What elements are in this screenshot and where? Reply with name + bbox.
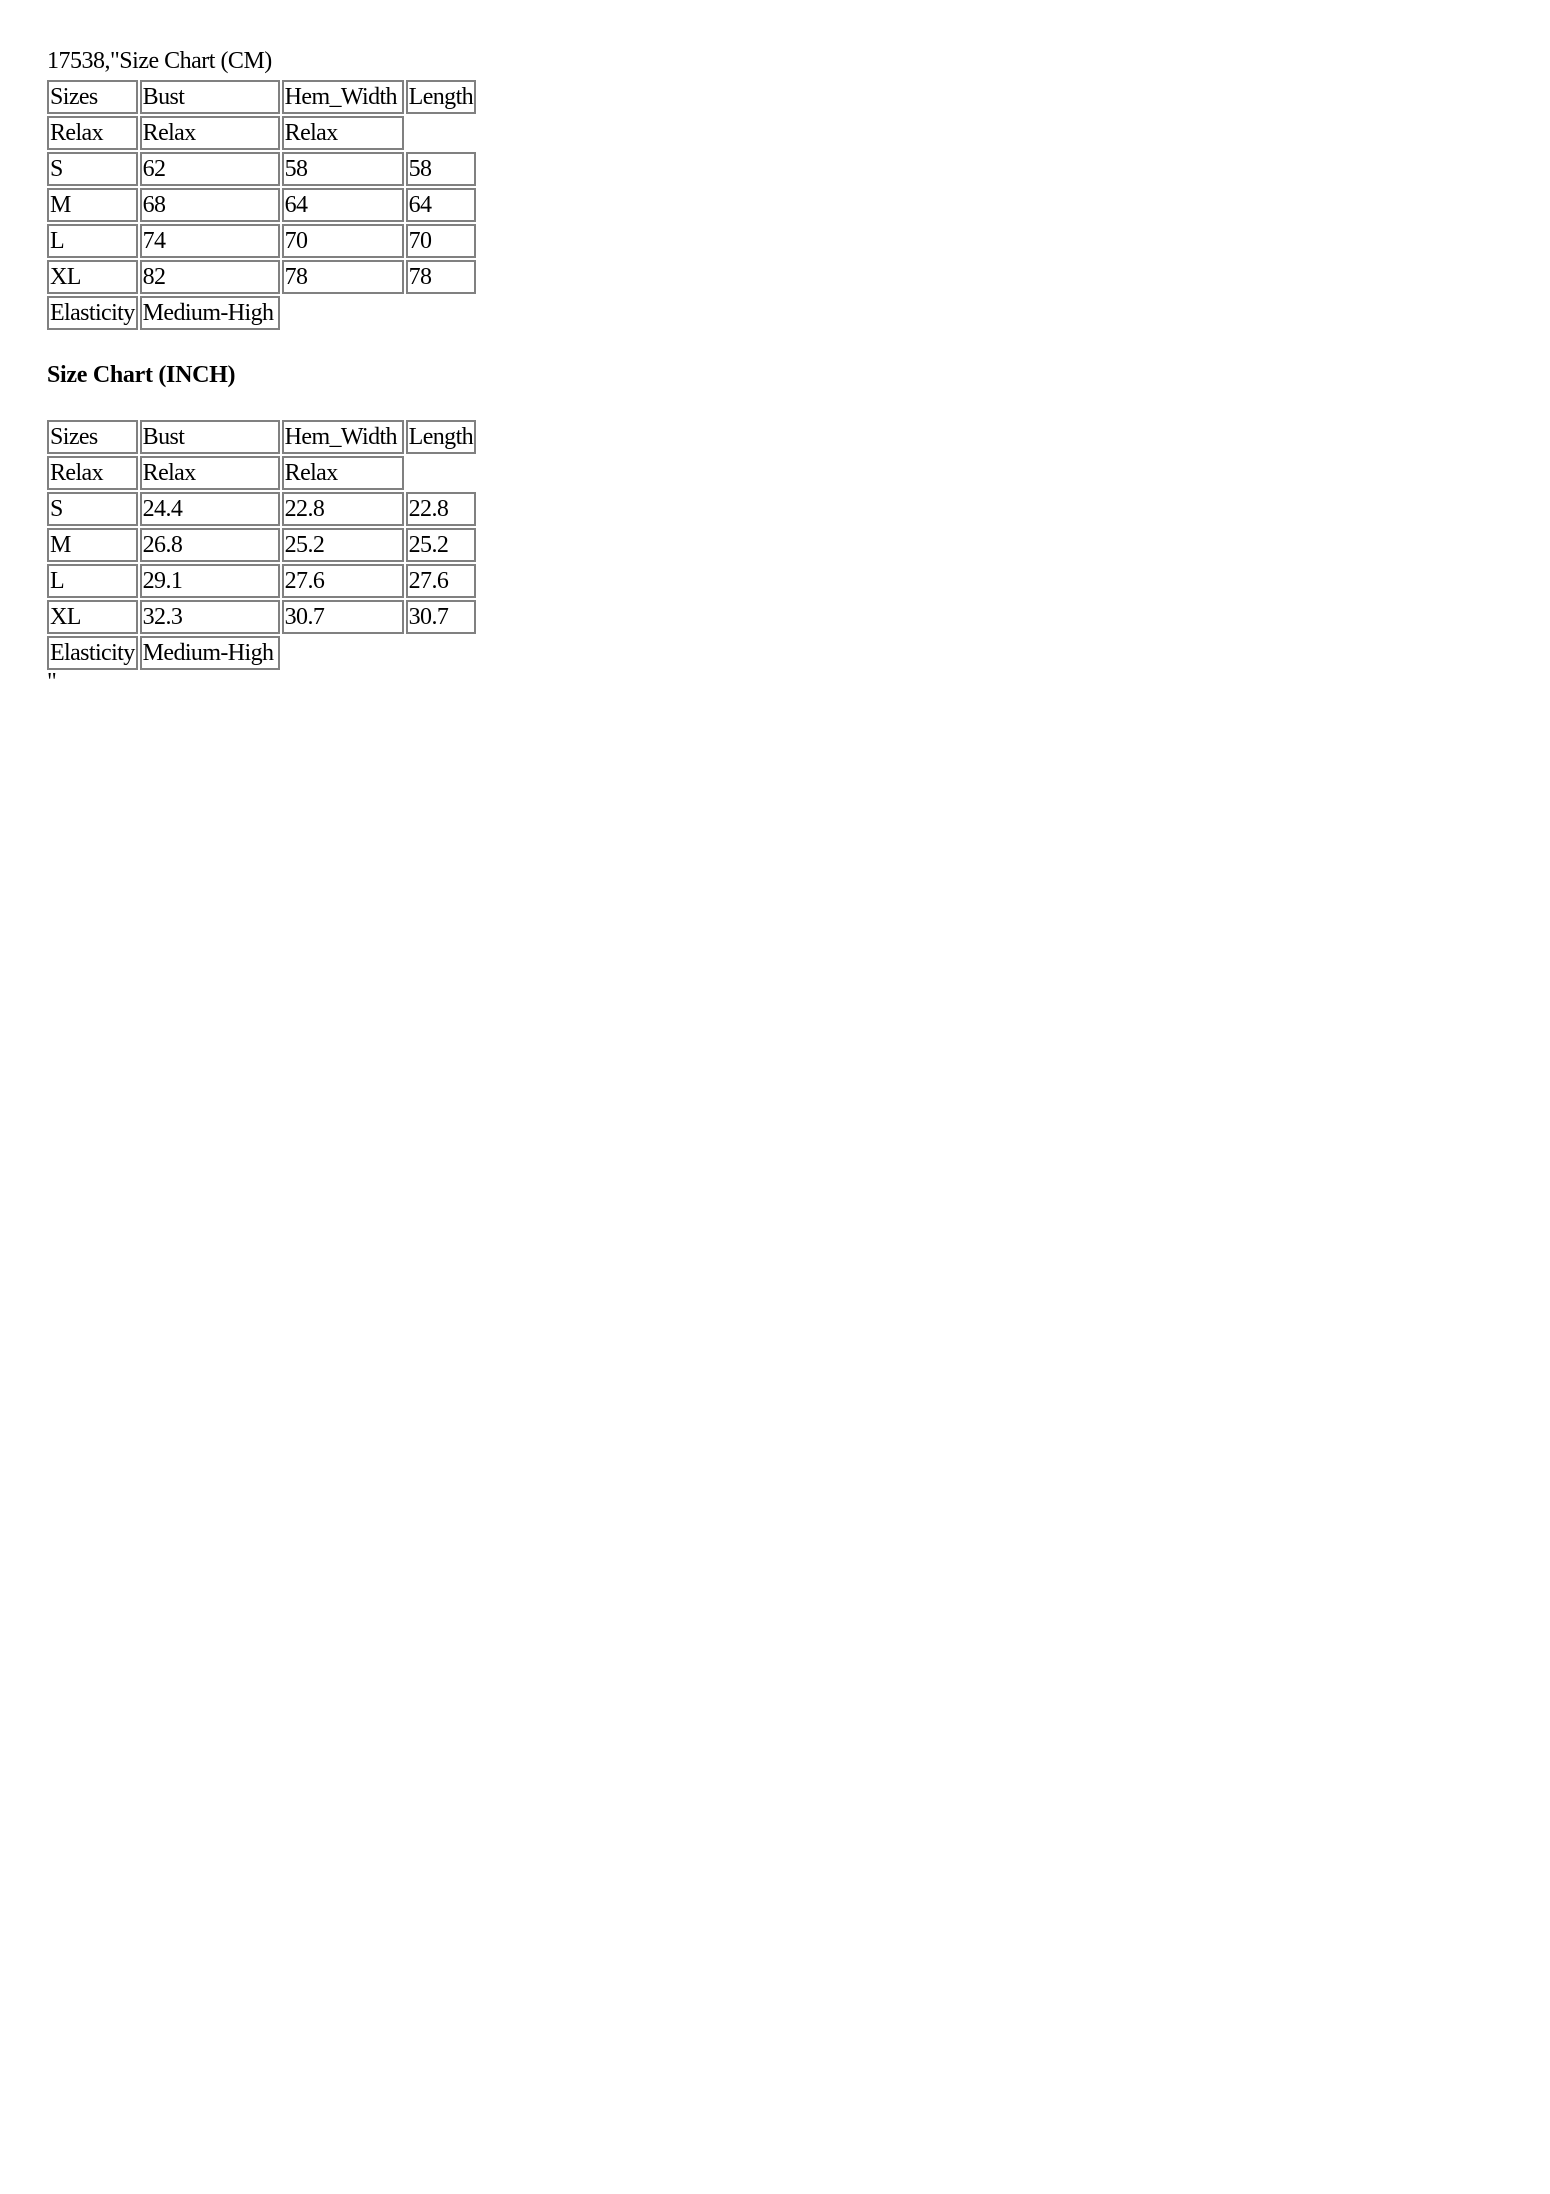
length-cell: 27.6 (406, 564, 476, 598)
inch-chart-heading: Size Chart (INCH) (47, 362, 236, 388)
length-cell: 70 (406, 224, 476, 258)
header-cell-bust: Bust (140, 80, 280, 114)
length-cell: 78 (406, 260, 476, 294)
hem-width-cell: 30.7 (282, 600, 404, 634)
empty-cell (406, 456, 476, 490)
header-cell-length: Length (406, 80, 476, 114)
elasticity-value-cell: Medium-High (140, 296, 280, 330)
elasticity-row (47, 296, 476, 330)
bust-cell: 26.8 (140, 528, 280, 562)
relax-cell-bust: Relax (140, 456, 280, 490)
length-cell: 25.2 (406, 528, 476, 562)
size-cell: L (47, 564, 138, 598)
bust-cell: 24.4 (140, 492, 280, 526)
length-cell: 64 (406, 188, 476, 222)
size-cell: M (47, 528, 138, 562)
elasticity-label-cell: Elasticity (47, 296, 138, 330)
size-cell: L (47, 224, 138, 258)
hem-width-cell: 70 (282, 224, 404, 258)
header-cell-bust: Bust (140, 420, 280, 454)
table-row (47, 528, 476, 562)
size-chart-cm-table (45, 78, 478, 332)
length-cell: 30.7 (406, 600, 476, 634)
header-cell-length: Length (406, 420, 476, 454)
table-row (47, 260, 476, 294)
trailing-quote: " (47, 669, 57, 695)
bust-cell: 29.1 (140, 564, 280, 598)
hem-width-cell: 22.8 (282, 492, 404, 526)
header-cell-hem-width: Hem_Width (282, 420, 404, 454)
hem-width-cell: 25.2 (282, 528, 404, 562)
header-cell-hem-width: Hem_Width (282, 80, 404, 114)
bust-cell: 62 (140, 152, 280, 186)
relax-row (47, 456, 476, 490)
table-header-row (47, 80, 476, 114)
table-row (47, 152, 476, 186)
size-cell: S (47, 492, 138, 526)
header-line: 17538,"Size Chart (CM) (47, 48, 272, 74)
header-cell-sizes: Sizes (47, 80, 138, 114)
size-cell: XL (47, 260, 138, 294)
table-row (47, 224, 476, 258)
bust-cell: 68 (140, 188, 280, 222)
size-cell: M (47, 188, 138, 222)
table-row (47, 600, 476, 634)
header-cell-sizes: Sizes (47, 420, 138, 454)
elasticity-value-cell: Medium-High (140, 636, 280, 670)
hem-width-cell: 58 (282, 152, 404, 186)
relax-cell-hem-width: Relax (282, 116, 404, 150)
elasticity-row (47, 636, 476, 670)
table-header-row (47, 420, 476, 454)
size-cell: S (47, 152, 138, 186)
elasticity-label-cell: Elasticity (47, 636, 138, 670)
hem-width-cell: 64 (282, 188, 404, 222)
length-cell: 22.8 (406, 492, 476, 526)
relax-cell-label: Relax (47, 456, 138, 490)
size-cell: XL (47, 600, 138, 634)
hem-width-cell: 27.6 (282, 564, 404, 598)
relax-cell-bust: Relax (140, 116, 280, 150)
relax-cell-hem-width: Relax (282, 456, 404, 490)
relax-row (47, 116, 476, 150)
bust-cell: 82 (140, 260, 280, 294)
hem-width-cell: 78 (282, 260, 404, 294)
table-row (47, 564, 476, 598)
relax-cell-label: Relax (47, 116, 138, 150)
table-row (47, 188, 476, 222)
bust-cell: 74 (140, 224, 280, 258)
length-cell: 58 (406, 152, 476, 186)
bust-cell: 32.3 (140, 600, 280, 634)
empty-cell (406, 116, 476, 150)
table-row (47, 492, 476, 526)
document-page (47, 46, 478, 695)
size-chart-inch-table (45, 418, 478, 672)
